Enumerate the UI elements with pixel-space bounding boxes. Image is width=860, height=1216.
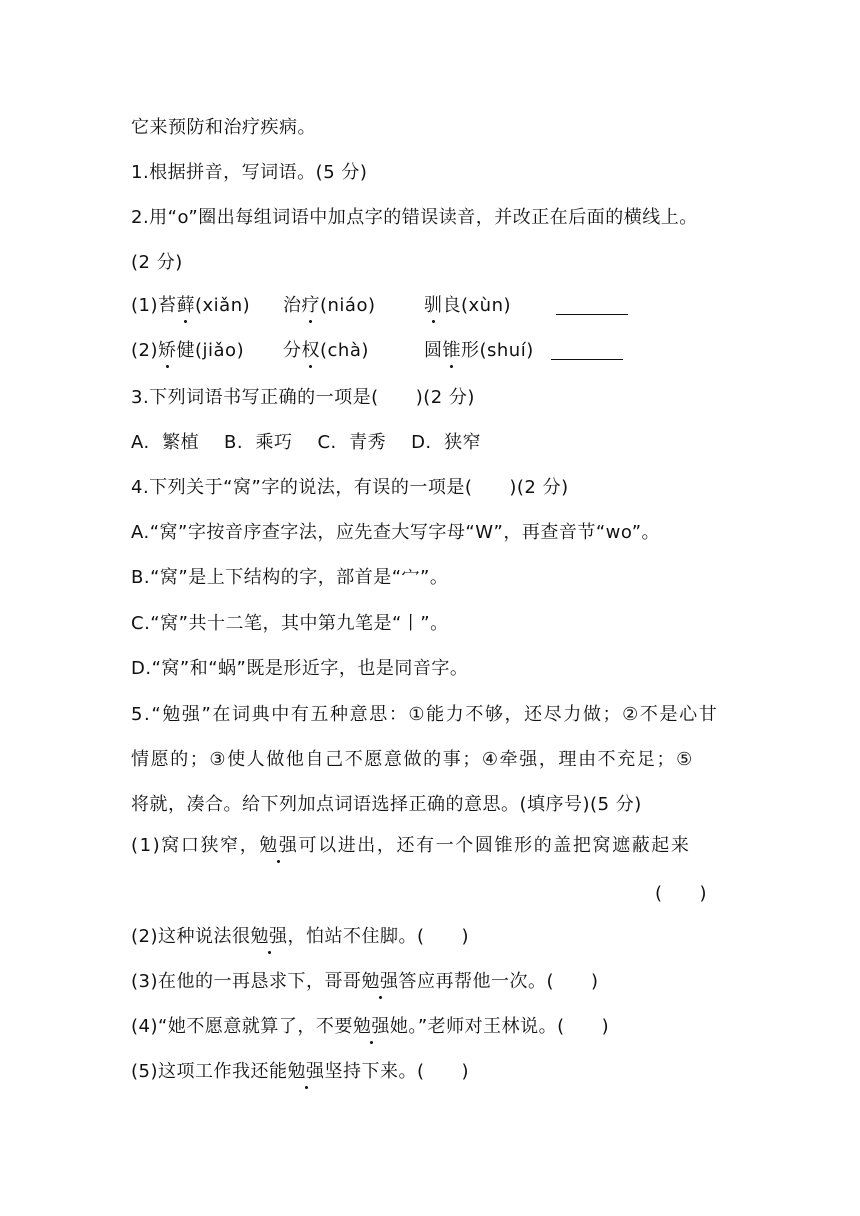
word-3: 圆锥形(shuí) [424, 340, 534, 361]
q5-item-5: (5)这项工作我还能勉强坚持下来。( ) [131, 1061, 470, 1082]
text-line: 它来预防和治疗疾病。 [131, 117, 316, 138]
q5-item-4: (4)“她不愿意就算了，不要勉强她。”老师对王林说。( ) [131, 1016, 610, 1037]
answer-paren[interactable]: ( ) [655, 883, 708, 904]
question-1: 1.根据拼音，写词语。(5 分) [131, 162, 368, 183]
answer-blank[interactable] [556, 298, 628, 315]
question-5-prompt-3: 将就，凑合。给下列加点词语选择正确的意思。(填序号)(5 分) [131, 794, 642, 815]
q2-row-1 [131, 294, 512, 318]
dotted-word: 勉强 [259, 835, 299, 856]
word-3: 驯良(xùn) [424, 295, 512, 316]
word-1: 苔藓(xiǎn) [158, 295, 251, 316]
dotted-char: 权 [301, 340, 320, 361]
dotted-char: 藓 [176, 295, 195, 316]
dotted-char: 矫 [158, 340, 177, 361]
row-label: (1) [131, 295, 158, 316]
question-4: 4.下列关于“窝”字的说法，有误的一项是( )(2 分) [131, 477, 569, 498]
q5-item-2: (2)这种说法很勉强，怕站不住脚。( ) [131, 926, 470, 947]
word-2: 治疗(niáo) [283, 295, 376, 316]
dotted-word: 勉强 [250, 926, 288, 947]
q2-row-2 [131, 339, 534, 363]
question-5-prompt-2: 情愿的；③使人做他自己不愿意做的事；④牵强，理由不充足；⑤ [131, 749, 694, 770]
question-2-score: (2 分) [131, 252, 183, 273]
answer-blank[interactable] [551, 343, 623, 360]
q5-item-1: (1)窝口狭窄，勉强可以进出，还有一个圆锥形的盖把窝遮蔽起来 [131, 835, 691, 856]
question-2-prompt: 2.用“o”圈出每组词语中加点字的错误读音，并改正在后面的横线上。 [131, 207, 698, 228]
q5-item-3: (3)在他的一再恳求下，哥哥勉强答应再帮他一次。( ) [131, 971, 599, 992]
word-1: 矫健(jiǎo) [158, 340, 245, 361]
question-4-option-b: B.“窝”是上下结构的字，部首是“宀”。 [131, 567, 449, 588]
dotted-char: 驯 [424, 295, 443, 316]
question-4-option-c: C.“窝”共十二笔，其中第九笔是“丨”。 [131, 613, 449, 634]
dotted-word: 勉强 [361, 971, 399, 992]
question-4-option-d: D.“窝”和“蜗”既是形近字，也是同音字。 [131, 658, 469, 679]
dotted-word: 勉强 [352, 1016, 390, 1037]
dotted-char: 疗 [301, 295, 320, 316]
question-5-prompt-1: 5.“勉强”在词典中有五种意思：①能力不够，还尽力做；②不是心甘 [131, 704, 719, 725]
question-3-options: A. 繁植 B. 乘巧 C. 青秀 D. 狭窄 [131, 432, 482, 453]
dotted-word: 勉强 [287, 1061, 325, 1082]
dotted-char: 锥 [442, 340, 461, 361]
row-label: (2) [131, 340, 158, 361]
question-4-option-a: A.“窝”字按音序查字法，应先查大写字母“W”，再查音节“wo”。 [131, 522, 661, 543]
question-3: 3.下列词语书写正确的一项是( )(2 分) [131, 387, 475, 408]
word-2: 分权(chà) [283, 340, 369, 361]
